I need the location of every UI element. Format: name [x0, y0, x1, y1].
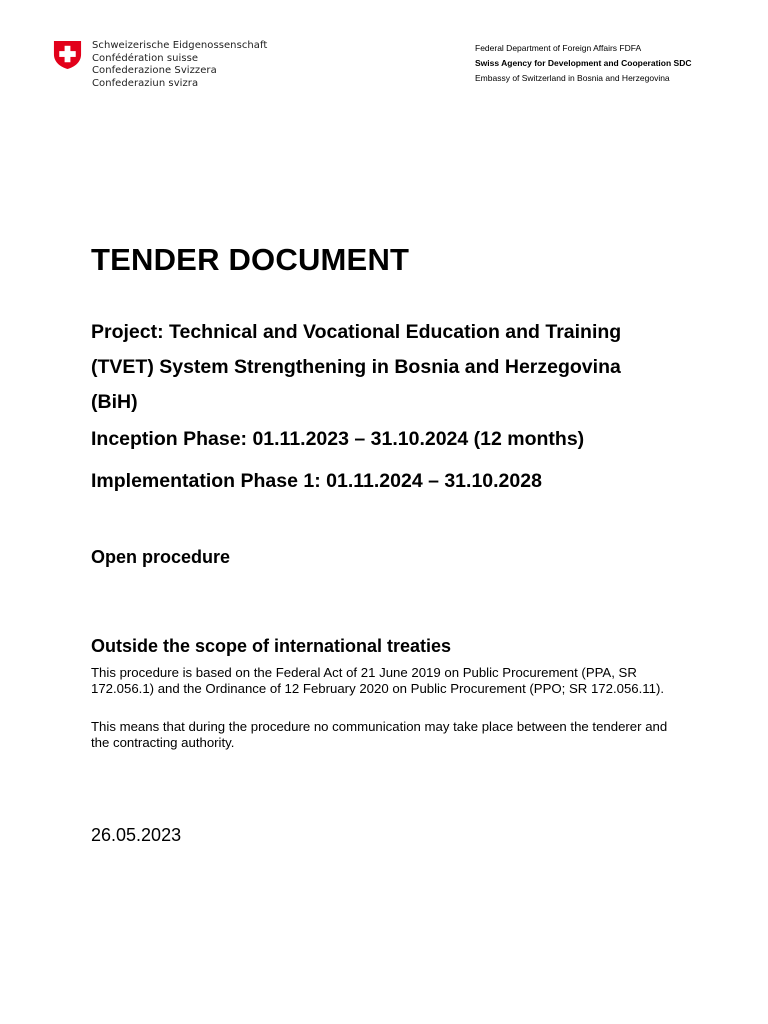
logo-line-it: Confederazione Svizzera	[92, 65, 217, 76]
procedure-type: Open procedure	[91, 547, 231, 567]
department-sdc: Swiss Agency for Development and Cooperation SDC	[475, 58, 692, 68]
inception-phase: Inception Phase: 01.11.2023 – 31.10.2024 (12 months)	[91, 428, 585, 450]
document-title: TENDER DOCUMENT	[91, 242, 410, 277]
logo-line-de: Schweizerische Eidgenossenschaft	[92, 40, 268, 51]
implementation-phase: Implementation Phase 1: 01.11.2024 – 31.10.2028	[91, 470, 542, 492]
department-fdfa: Federal Department of Foreign Affairs FDFA	[475, 43, 642, 53]
logo-line-fr: Confédération suisse	[92, 52, 199, 64]
confederation-names	[92, 40, 267, 90]
scope-heading: Outside the scope of international treaties	[91, 636, 452, 656]
document-date: 26.05.2023	[91, 825, 182, 845]
swiss-flag-icon	[52, 39, 83, 70]
logo-line-rm: Confederaziun svizra	[92, 77, 199, 89]
swiss-confederation-logo	[52, 39, 272, 93]
communication-paragraph: This means that during the procedure no communication may take place between the tenderer and the contracting authority.	[91, 719, 668, 750]
legal-basis-paragraph: This procedure is based on the Federal Act of 21 June 2019 on Public Procurement (PPA, SR 172.056.1) and the Ordinance of 12 February 2020 on Public Procurement (PPO; SR 172.056.11).	[91, 665, 665, 696]
department-embassy: Embassy of Switzerland in Bosnia and Herzegovina	[475, 73, 670, 83]
project-title: Project: Technical and Vocational Education and Training (TVET) System Strengthening in Bosnia and Herzegovina (BiH)	[91, 321, 622, 413]
department-block	[475, 41, 691, 86]
